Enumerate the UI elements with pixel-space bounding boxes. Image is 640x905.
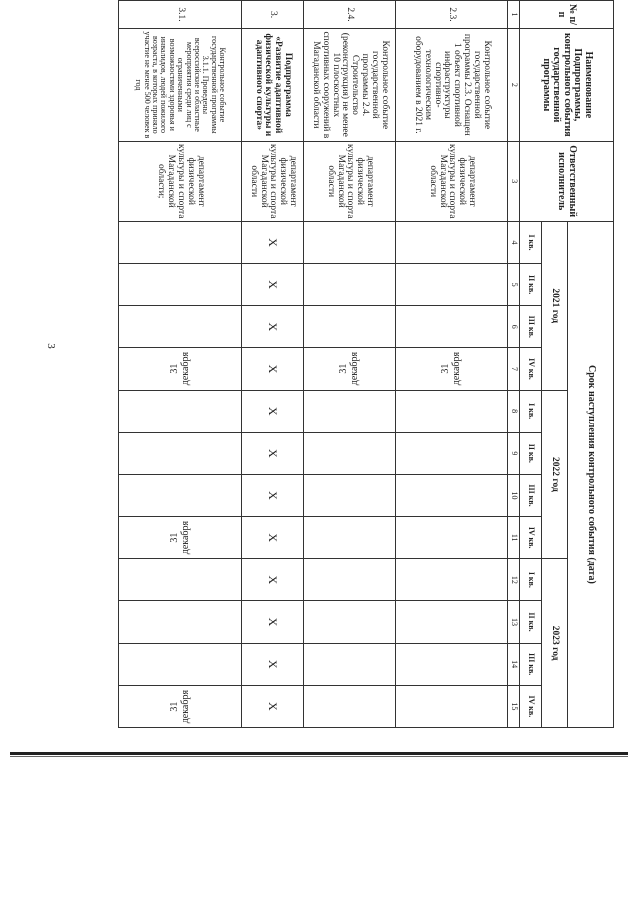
table-row: [119, 1, 242, 728]
header-name: Наименование Подпрограммы, контрольного события государственной программы: [520, 29, 614, 141]
row-executor: департамент физической культуры и спорта Магаданской области: [396, 141, 508, 221]
q-2023-4: IV кв.: [520, 685, 542, 727]
col-number: 4: [508, 221, 520, 263]
header-deadline: Срок наступления контрольного события (дата): [568, 221, 614, 727]
cell-q: X: [242, 432, 304, 474]
row-num: 2.3.: [396, 1, 508, 29]
cell-q: [304, 432, 396, 474]
cell-q: [396, 517, 508, 559]
cell-q: [119, 685, 242, 727]
q-2022-3: III кв.: [520, 474, 542, 516]
page-number: 3: [44, 343, 57, 349]
deadline-text: 31 декабря: [338, 352, 360, 386]
row-name: Подпрограмма «Развитие адаптивной физической культуры и адаптивного спорта»: [242, 29, 304, 141]
table-row: [396, 1, 508, 728]
row-name: Контрольное событие государственной программы 2.4. Строительство (реконструкция) не менее 10 плоскостных спортивных сооружений в Магаданской области: [304, 29, 396, 141]
table-container: [112, 0, 620, 728]
row-name: Контрольное событие государственной программы 3.1.1. Проведены всероссийские и областные мероприятия среди лиц с ограниченными возможностями здоровья и инвалидов, людей пожилого возраста, в которых приняло участие не менее 500 человек в год: [119, 29, 242, 141]
col-number: 9: [508, 432, 520, 474]
row-executor: департамент физической культуры и спорта Магаданской области: [304, 141, 396, 221]
cell-q: [396, 390, 508, 432]
table-row: [242, 1, 304, 728]
col-number: 12: [508, 559, 520, 601]
col-number: 15: [508, 685, 520, 727]
col-number: 2: [508, 29, 520, 141]
cell-q: [119, 390, 242, 432]
cell-q: [119, 474, 242, 516]
q-2021-3: III кв.: [520, 306, 542, 348]
cell-q: X: [242, 390, 304, 432]
q-2021-2: II кв.: [520, 264, 542, 306]
cell-q: X: [242, 264, 304, 306]
q-2022-2: II кв.: [520, 432, 542, 474]
cell-q: X: [242, 601, 304, 643]
deadline-text: 31 декабря: [168, 352, 191, 386]
deadline-text: 31 декабря: [168, 689, 191, 724]
col-number: 1: [508, 1, 520, 29]
cell-q: [119, 432, 242, 474]
cell-q: [119, 221, 242, 263]
cell-q: [396, 348, 508, 390]
cell-q: [119, 643, 242, 685]
cell-q: [304, 264, 396, 306]
page-divider: [10, 752, 628, 755]
cell-q: [119, 264, 242, 306]
cell-q: [119, 306, 242, 348]
row-executor: департамент физической культуры и спорта Магаданской области;: [119, 141, 242, 221]
cell-q: [304, 559, 396, 601]
control-events-table: [118, 0, 614, 728]
col-number: 8: [508, 390, 520, 432]
page-divider-thin: [10, 756, 628, 757]
cell-q: X: [242, 474, 304, 516]
header-year-2023: 2023 год: [542, 559, 568, 728]
deadline-text: 31 декабря: [440, 352, 462, 386]
q-2023-2: II кв.: [520, 601, 542, 643]
cell-q: [304, 517, 396, 559]
row-num: 3.: [242, 1, 304, 29]
cell-q: [119, 559, 242, 601]
deadline-text: 31 декабря: [168, 520, 191, 555]
q-2022-1: I кв.: [520, 390, 542, 432]
cell-q: [304, 348, 396, 390]
cell-q: [304, 474, 396, 516]
q-2023-3: III кв.: [520, 643, 542, 685]
q-2023-1: I кв.: [520, 559, 542, 601]
cell-q: X: [242, 221, 304, 263]
col-number: 5: [508, 264, 520, 306]
cell-q: X: [242, 348, 304, 390]
col-number: 11: [508, 517, 520, 559]
header-year-2021: 2021 год: [542, 221, 568, 390]
cell-q: X: [242, 643, 304, 685]
header-executor: Ответственный исполнитель: [520, 141, 614, 221]
cell-q: [396, 306, 508, 348]
cell-q: [304, 306, 396, 348]
cell-q: [304, 685, 396, 727]
cell-q: [396, 264, 508, 306]
q-2022-4: IV кв.: [520, 517, 542, 559]
col-number: 7: [508, 348, 520, 390]
cell-q: X: [242, 306, 304, 348]
cell-q: [396, 601, 508, 643]
cell-q: [119, 601, 242, 643]
cell-q: [396, 643, 508, 685]
header-year-2022: 2022 год: [542, 390, 568, 559]
col-number: 14: [508, 643, 520, 685]
row-num: 2.4.: [304, 1, 396, 29]
cell-q: [304, 643, 396, 685]
cell-q: [396, 685, 508, 727]
cell-q: X: [242, 685, 304, 727]
q-2021-4: IV кв.: [520, 348, 542, 390]
cell-q: [119, 348, 242, 390]
cell-q: [396, 474, 508, 516]
cell-q: X: [242, 517, 304, 559]
q-2021-1: I кв.: [520, 221, 542, 263]
cell-q: [304, 221, 396, 263]
col-number: 13: [508, 601, 520, 643]
cell-q: [396, 432, 508, 474]
cell-q: [304, 601, 396, 643]
table-row: [304, 1, 396, 728]
rotated-sheet: [112, 0, 620, 728]
row-name: Контрольное событие государственной программы 2.3. Оснащен 1 объект спортивной инфраструктуры спортивно-технологическим оборудованием в 2021 г.: [396, 29, 508, 141]
row-executor: департамент физической культуры и спорта Магаданской области: [242, 141, 304, 221]
cell-q: [396, 221, 508, 263]
row-num: 3.1.: [119, 1, 242, 29]
col-number: 10: [508, 474, 520, 516]
col-number: 6: [508, 306, 520, 348]
col-number: 3: [508, 141, 520, 221]
cell-q: X: [242, 559, 304, 601]
cell-q: [119, 517, 242, 559]
header-num: № п/п: [520, 1, 614, 29]
cell-q: [396, 559, 508, 601]
cell-q: [304, 390, 396, 432]
